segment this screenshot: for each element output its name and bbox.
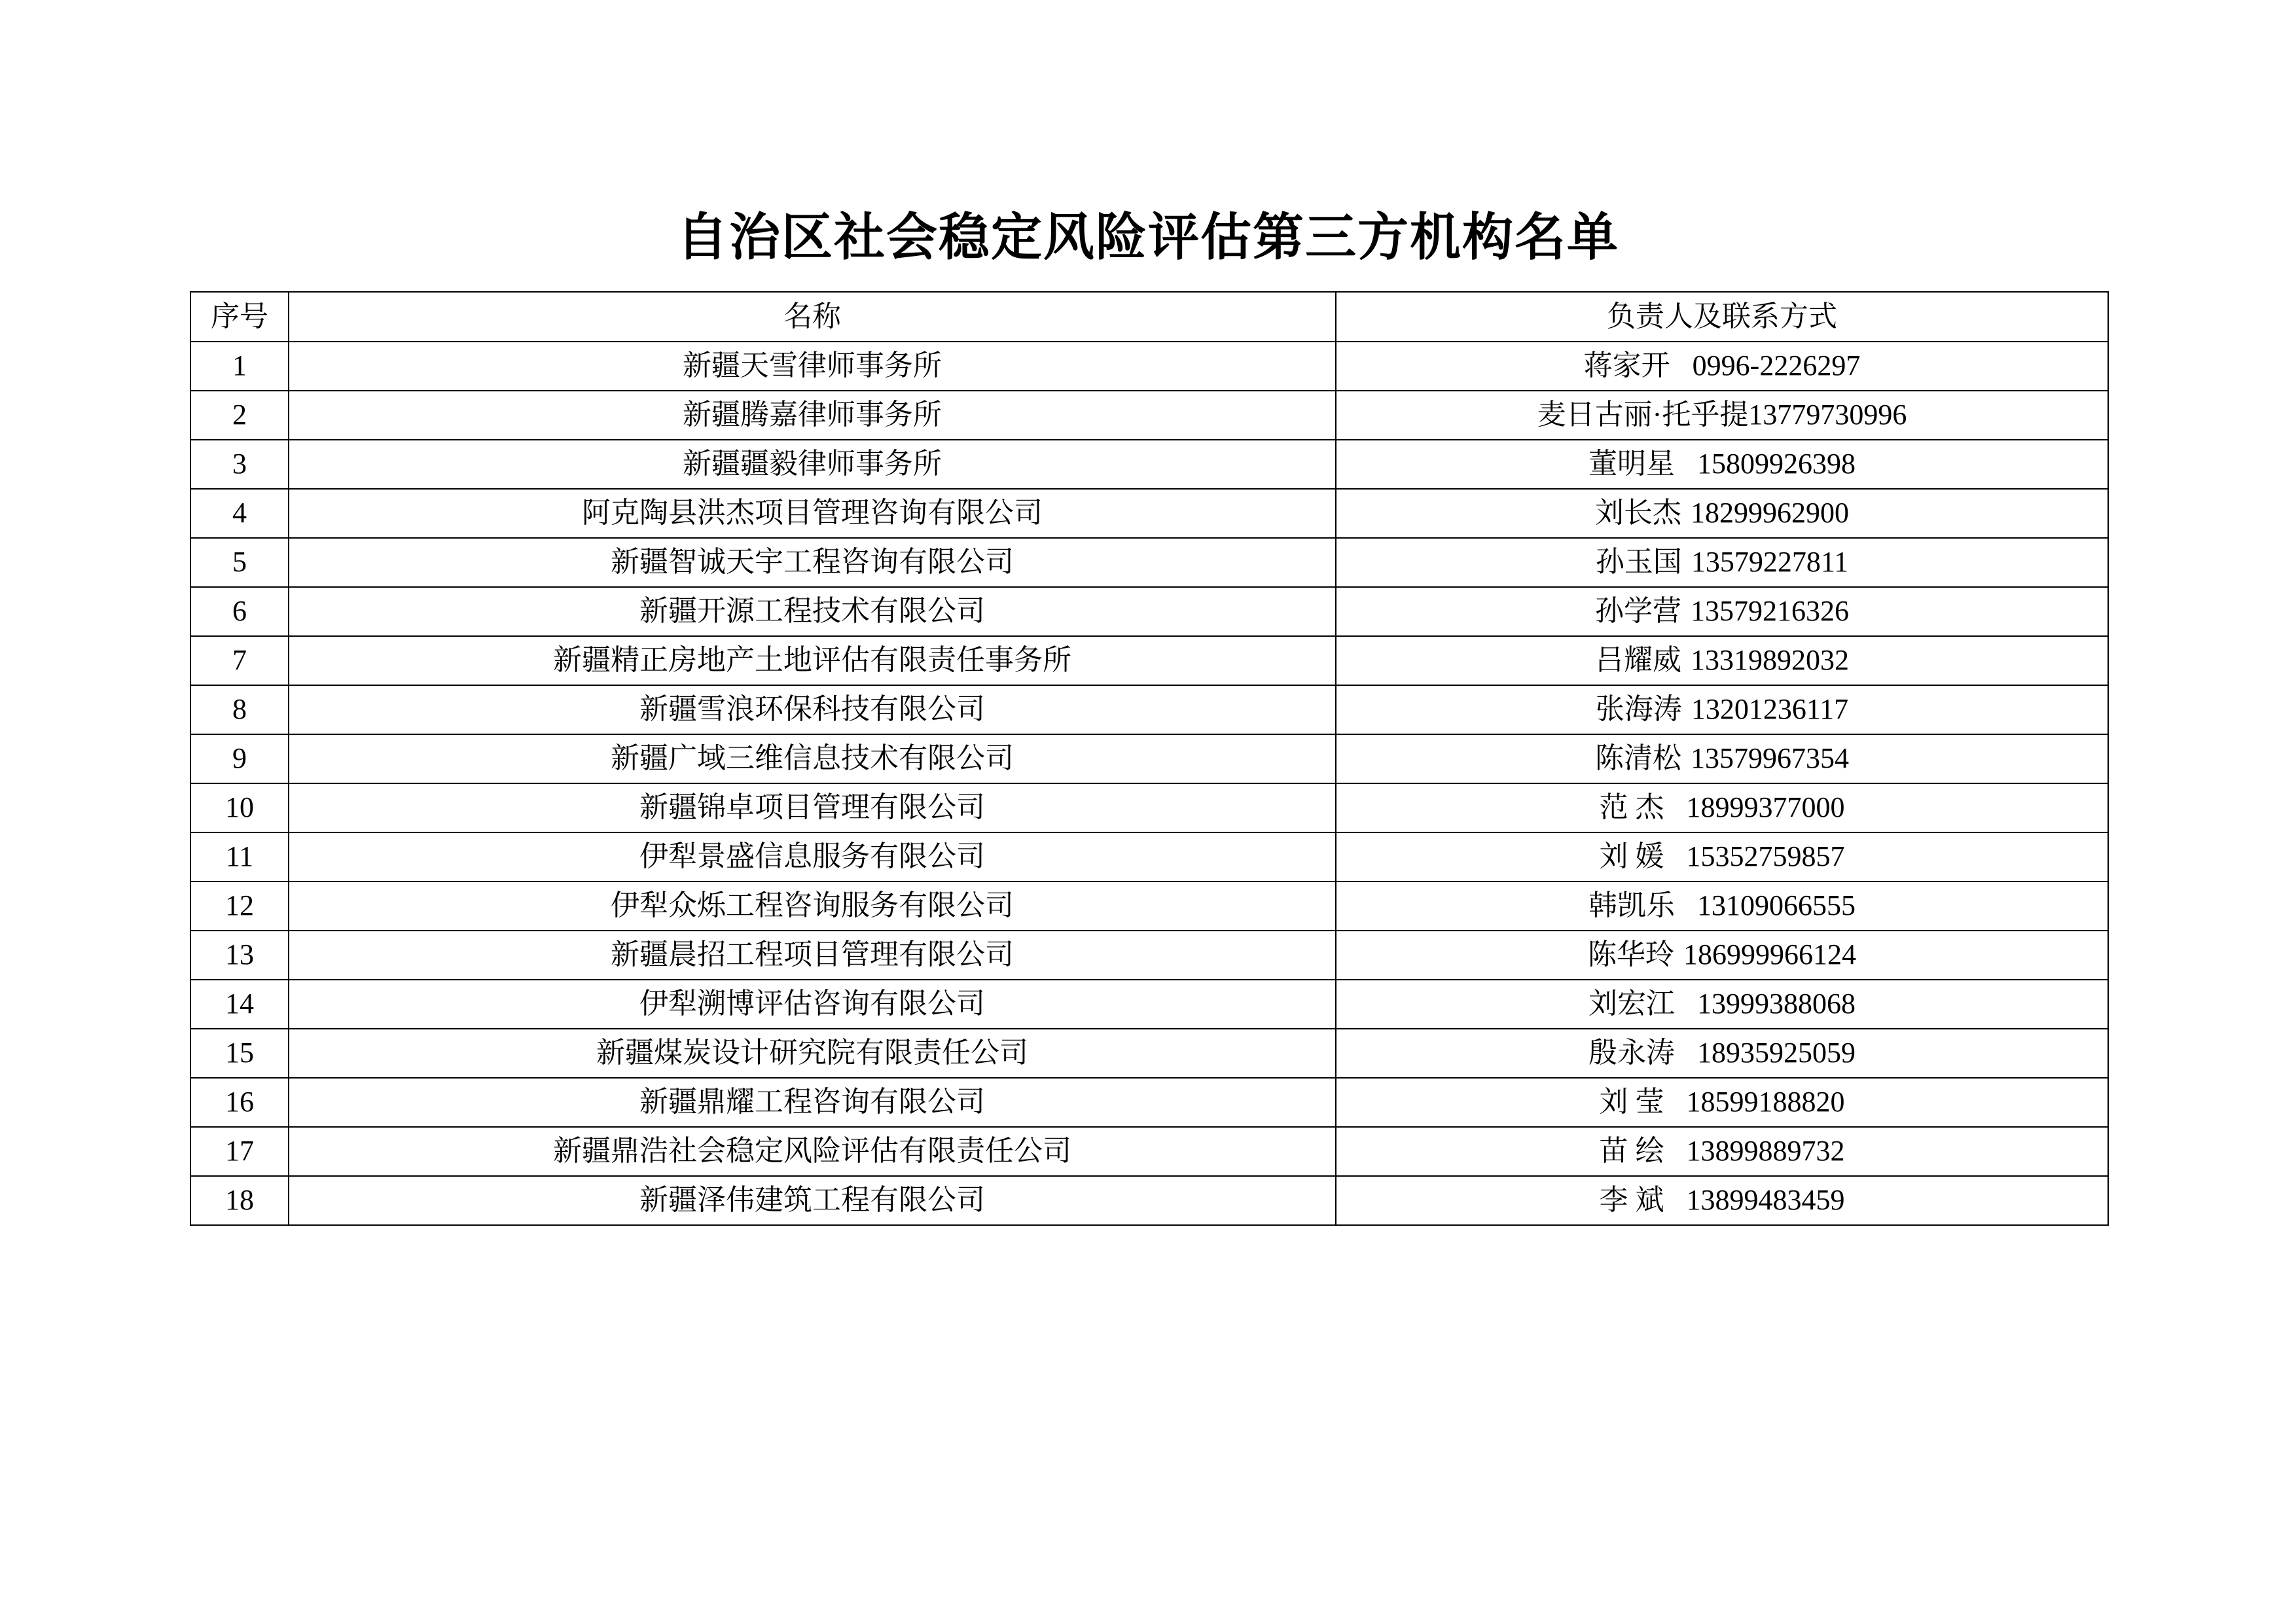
agency-name: 新疆腾嘉律师事务所 — [289, 391, 1336, 440]
agency-contact — [1336, 1127, 2108, 1176]
row-index: 16 — [190, 1078, 289, 1127]
agency-name: 新疆泽伟建筑工程有限公司 — [289, 1176, 1336, 1225]
agency-list-table — [190, 291, 2109, 1226]
row-index: 1 — [190, 342, 289, 391]
table-row — [190, 734, 2108, 783]
row-index: 9 — [190, 734, 289, 783]
agency-name: 新疆雪浪环保科技有限公司 — [289, 685, 1336, 734]
table-body — [190, 342, 2108, 1225]
contact-phone: 18599188820 — [1686, 1086, 1845, 1118]
table-row — [190, 1029, 2108, 1078]
agency-name: 伊犁景盛信息服务有限公司 — [289, 832, 1336, 882]
row-index: 2 — [190, 391, 289, 440]
agency-name: 阿克陶县洪杰项目管理咨询有限公司 — [289, 489, 1336, 538]
table-row — [190, 980, 2108, 1029]
contact-phone: 18999377000 — [1686, 791, 1845, 824]
contact-phone: 13899889732 — [1686, 1135, 1845, 1168]
contact-person: 韩凯乐 — [1588, 889, 1675, 922]
agency-name: 新疆煤炭设计研究院有限责任公司 — [289, 1029, 1336, 1078]
column-header-name: 名称 — [289, 292, 1336, 342]
table-header — [190, 292, 2108, 342]
agency-contact — [1336, 1078, 2108, 1127]
agency-contact — [1336, 931, 2108, 980]
contact-person: 陈华玲 — [1588, 938, 1674, 971]
agency-contact — [1336, 391, 2108, 440]
agency-contact — [1336, 980, 2108, 1029]
agency-name: 伊犁众烁工程咨询服务有限公司 — [289, 882, 1336, 931]
contact-person: 张海涛 — [1595, 693, 1682, 726]
agency-name: 新疆晨招工程项目管理有限公司 — [289, 931, 1336, 980]
row-index: 14 — [190, 980, 289, 1029]
table-row — [190, 489, 2108, 538]
contact-person: 李 斌 — [1599, 1184, 1664, 1217]
contact-person: 吕耀威 — [1595, 644, 1681, 677]
contact-person: 刘 莹 — [1599, 1086, 1664, 1118]
contact-phone: 18935925059 — [1697, 1037, 1856, 1069]
contact-phone: 13579227811 — [1691, 546, 1849, 579]
row-index: 8 — [190, 685, 289, 734]
row-index: 13 — [190, 931, 289, 980]
row-index: 10 — [190, 783, 289, 832]
agency-name: 伊犁溯博评估咨询有限公司 — [289, 980, 1336, 1029]
column-header-contact: 负责人及联系方式 — [1336, 292, 2108, 342]
table-row — [190, 832, 2108, 882]
agency-contact — [1336, 783, 2108, 832]
contact-phone: 13779730996 — [1748, 399, 1907, 431]
row-index: 6 — [190, 587, 289, 636]
agency-contact — [1336, 1176, 2108, 1225]
contact-phone: 13319892032 — [1691, 644, 1849, 677]
agency-contact — [1336, 882, 2108, 931]
row-index: 5 — [190, 538, 289, 587]
contact-person: 苗 绘 — [1599, 1135, 1664, 1168]
column-header-index: 序号 — [190, 292, 289, 342]
agency-contact — [1336, 538, 2108, 587]
contact-phone: 15352759857 — [1686, 840, 1845, 873]
contact-person: 麦日古丽·托乎提 — [1537, 399, 1749, 431]
contact-phone: 13579216326 — [1691, 595, 1849, 628]
agency-contact — [1336, 734, 2108, 783]
agency-contact — [1336, 342, 2108, 391]
agency-contact — [1336, 636, 2108, 685]
table-row — [190, 685, 2108, 734]
agency-name: 新疆广域三维信息技术有限公司 — [289, 734, 1336, 783]
contact-person: 董明星 — [1588, 448, 1675, 480]
contact-person: 孙学营 — [1595, 595, 1681, 628]
contact-phone: 13579967354 — [1691, 742, 1849, 775]
table-row — [190, 1078, 2108, 1127]
table-header-row — [190, 292, 2108, 342]
contact-phone: 0996-2226297 — [1692, 349, 1861, 382]
table-row — [190, 1127, 2108, 1176]
agency-name: 新疆鼎耀工程咨询有限公司 — [289, 1078, 1336, 1127]
row-index: 15 — [190, 1029, 289, 1078]
agency-name: 新疆智诚天宇工程咨询有限公司 — [289, 538, 1336, 587]
contact-person: 孙玉国 — [1595, 546, 1682, 579]
table-row — [190, 391, 2108, 440]
table-row — [190, 538, 2108, 587]
page-title: 自治区社会稳定风险评估第三方机构名单 — [676, 209, 1619, 266]
row-index: 17 — [190, 1127, 289, 1176]
table-row — [190, 587, 2108, 636]
row-index: 7 — [190, 636, 289, 685]
contact-person: 蒋家开 — [1583, 349, 1670, 382]
contact-phone: 13201236117 — [1691, 693, 1849, 726]
table-row — [190, 440, 2108, 489]
agency-name: 新疆天雪律师事务所 — [289, 342, 1336, 391]
agency-name: 新疆鼎浩社会稳定风险评估有限责任公司 — [289, 1127, 1336, 1176]
contact-phone: 13109066555 — [1697, 889, 1856, 922]
agency-name: 新疆开源工程技术有限公司 — [289, 587, 1336, 636]
contact-person: 范 杰 — [1599, 791, 1664, 824]
agency-name: 新疆疆毅律师事务所 — [289, 440, 1336, 489]
agency-contact — [1336, 440, 2108, 489]
table-row — [190, 783, 2108, 832]
table-row — [190, 931, 2108, 980]
agency-contact — [1336, 587, 2108, 636]
contact-person: 刘宏江 — [1588, 988, 1675, 1020]
contact-phone: 13999388068 — [1697, 988, 1856, 1020]
agency-contact — [1336, 832, 2108, 882]
contact-phone: 186999966124 — [1683, 938, 1856, 971]
contact-person: 殷永涛 — [1588, 1037, 1675, 1069]
row-index: 18 — [190, 1176, 289, 1225]
agency-name: 新疆锦卓项目管理有限公司 — [289, 783, 1336, 832]
contact-person: 刘长杰 — [1595, 497, 1681, 529]
table-row — [190, 636, 2108, 685]
contact-person: 刘 媛 — [1599, 840, 1664, 873]
table-row — [190, 342, 2108, 391]
agency-name: 新疆精正房地产土地评估有限责任事务所 — [289, 636, 1336, 685]
row-index: 11 — [190, 832, 289, 882]
contact-person: 陈清松 — [1595, 742, 1681, 775]
row-index: 12 — [190, 882, 289, 931]
row-index: 3 — [190, 440, 289, 489]
contact-phone: 18299962900 — [1691, 497, 1849, 529]
agency-contact — [1336, 685, 2108, 734]
agency-contact — [1336, 1029, 2108, 1078]
agency-contact — [1336, 489, 2108, 538]
row-index: 4 — [190, 489, 289, 538]
contact-phone: 13899483459 — [1686, 1184, 1845, 1217]
agency-list-table-wrapper — [190, 291, 2108, 1226]
contact-phone: 15809926398 — [1697, 448, 1856, 480]
table-row — [190, 1176, 2108, 1225]
table-row — [190, 882, 2108, 931]
